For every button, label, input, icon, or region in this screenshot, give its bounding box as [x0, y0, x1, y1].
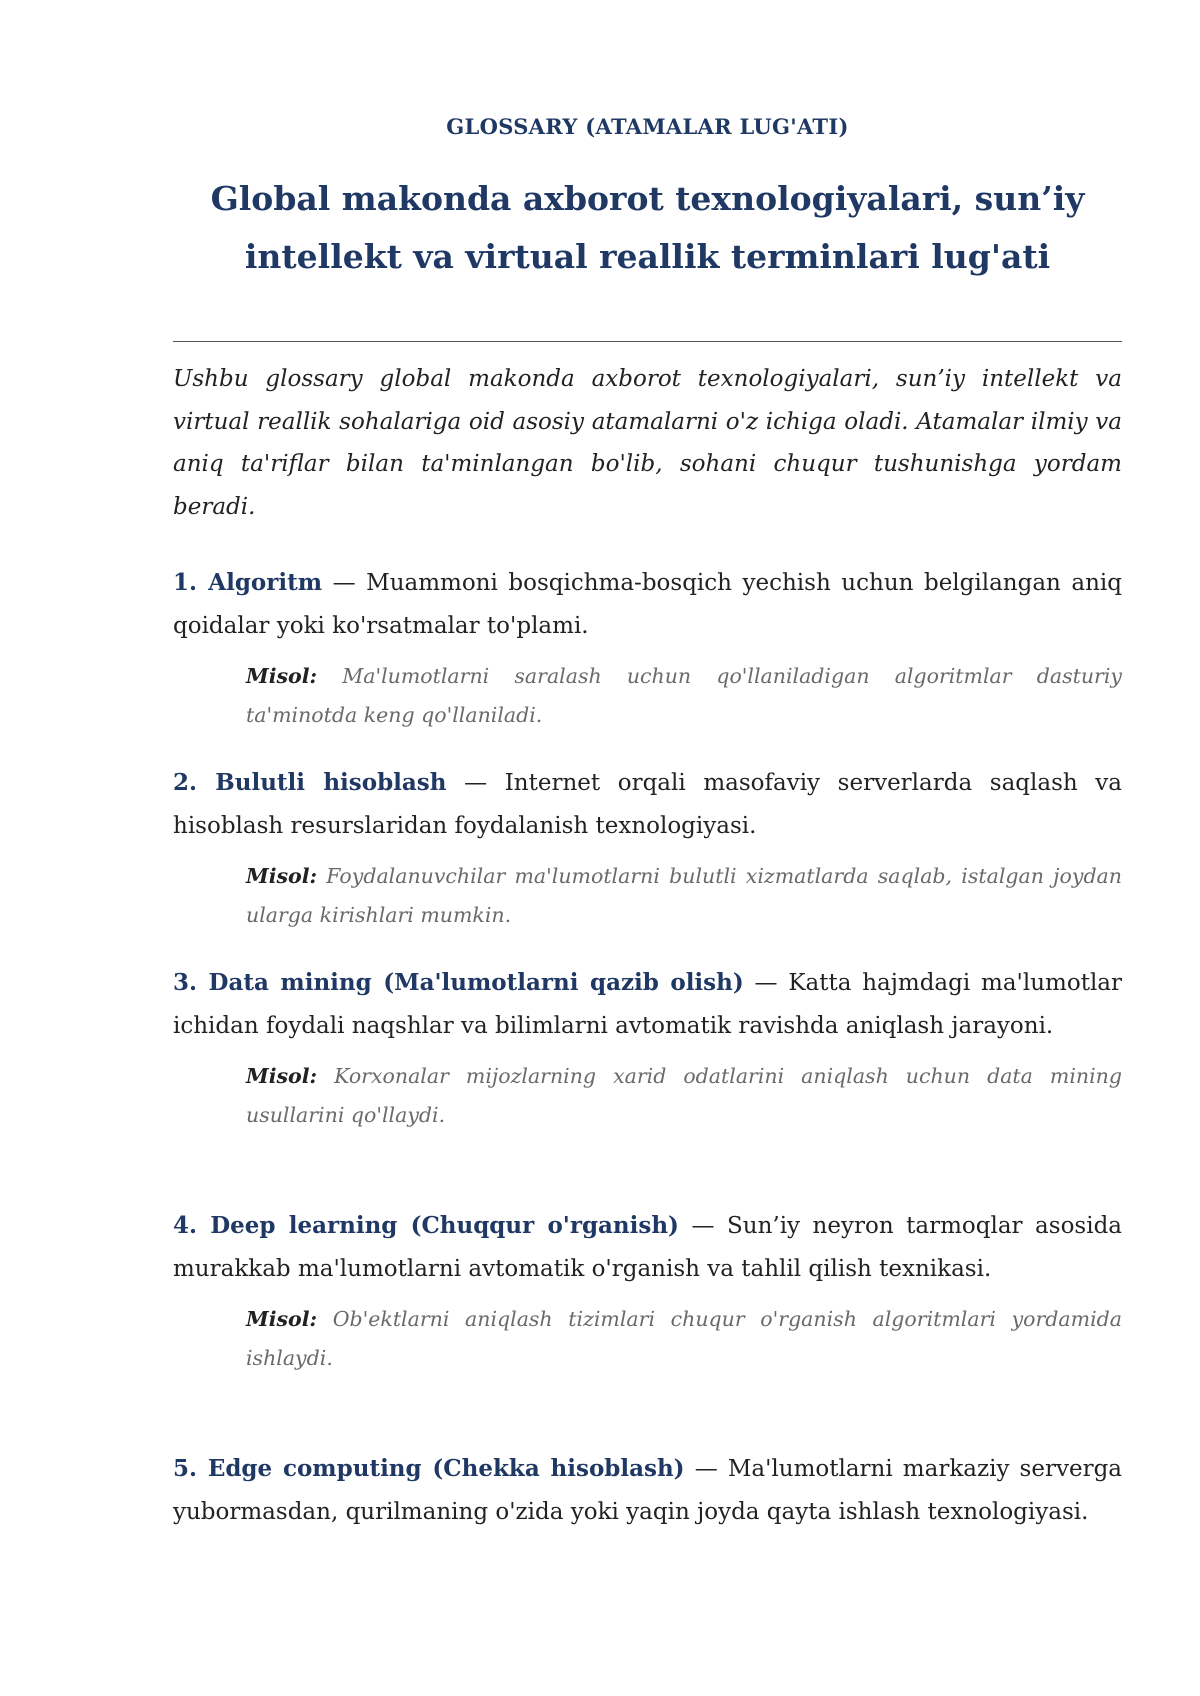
term-name: 2. Bulutli hisoblash [173, 769, 447, 796]
glossary-entry [173, 762, 1122, 935]
glossary-entry [173, 1448, 1122, 1533]
term-definition-text: Sun’iy neyron tarmoqlar asosida murakkab ma'lumotlarni avtomatik o'rganish va tahlil qilish texnikasi. [173, 1213, 1123, 1282]
divider [173, 341, 1122, 342]
glossary-kicker: GLOSSARY (ATAMALAR LUG'ATI) [446, 114, 849, 139]
term-name: 5. Edge computing (Chekka hisoblash) [173, 1455, 685, 1482]
term-definition-text: Katta hajmdagi ma'lumotlar ichidan foydali naqshlar va bilimlarni avtomatik ravishda aniqlash jarayoni. [173, 970, 1123, 1039]
term-definition [173, 962, 1122, 1047]
term-name: 1. Algoritm [173, 569, 323, 596]
intro-paragraph: Ushbu glossary global makonda axborot texnologiyalari, sun’iy intellekt va virtual reallik sohalariga oid asosiy atamalarni o'z ichiga oladi. Atamalar ilmiy va aniq ta'riflar bilan ta'minlangan bo'lib, sohani chuqur tushunishga yordam beradi. [173, 366, 1122, 520]
term-definition-text: Muammoni bosqichma-bosqich yechish uchun belgilangan aniq qoidalar yoki ko'rsatmalar to'plami. [173, 570, 1123, 639]
term-separator: — [446, 770, 505, 796]
example-label: Misol: [246, 864, 318, 888]
example-text: Ma'lumotlarni saralash uchun qo'llaniladigan algoritmlar dasturiy ta'minotda keng qo'llaniladi. [246, 664, 1122, 727]
title-line-2: intellekt va virtual reallik terminlari lug'ati [244, 237, 1051, 276]
term-definition-text: Internet orqali masofaviy serverlarda saqlash va hisoblash resurslaridan foydalanish texnologiyasi. [173, 770, 1123, 839]
example-text: Foydalanuvchilar ma'lumotlarni bulutli xizmatlarda saqlab, istalgan joydan ularga kirishlari mumkin. [246, 864, 1122, 927]
example-label: Misol: [246, 664, 318, 688]
term-definition [173, 1205, 1122, 1290]
title-line-1: Global makonda axborot texnologiyalari, sun’iy [210, 179, 1085, 218]
example-text: Ob'ektlarni aniqlash tizimlari chuqur o'rganish algoritmlari yordamida ishlaydi. [246, 1307, 1122, 1370]
term-definition [173, 562, 1122, 647]
glossary-entry [173, 1205, 1122, 1378]
term-definition-text: Ma'lumotlarni markaziy serverga yubormasdan, qurilmaning o'zida yoki yaqin joyda qayta ishlash texnologiyasi. [173, 1456, 1122, 1525]
term-example [246, 857, 1122, 935]
term-definition [173, 1448, 1122, 1533]
example-label: Misol: [246, 1307, 318, 1331]
glossary-entry [173, 562, 1122, 735]
term-example [246, 1300, 1122, 1378]
term-example [246, 1057, 1122, 1135]
example-text: Korxonalar mijozlarning xarid odatlarini aniqlash uchun data mining usullarini qo'llaydi. [246, 1064, 1122, 1127]
term-definition [173, 762, 1122, 847]
term-name: 4. Deep learning (Chuqqur o'rganish) [173, 1212, 679, 1239]
term-separator: — [743, 970, 789, 996]
glossary-entry [173, 962, 1122, 1135]
term-separator: — [322, 570, 367, 596]
term-separator: — [684, 1456, 728, 1482]
term-name: 3. Data mining (Ma'lumotlarni qazib olish) [173, 969, 744, 996]
page-title [173, 170, 1122, 286]
term-separator: — [678, 1213, 727, 1239]
term-example [246, 657, 1122, 735]
example-label: Misol: [246, 1064, 318, 1088]
